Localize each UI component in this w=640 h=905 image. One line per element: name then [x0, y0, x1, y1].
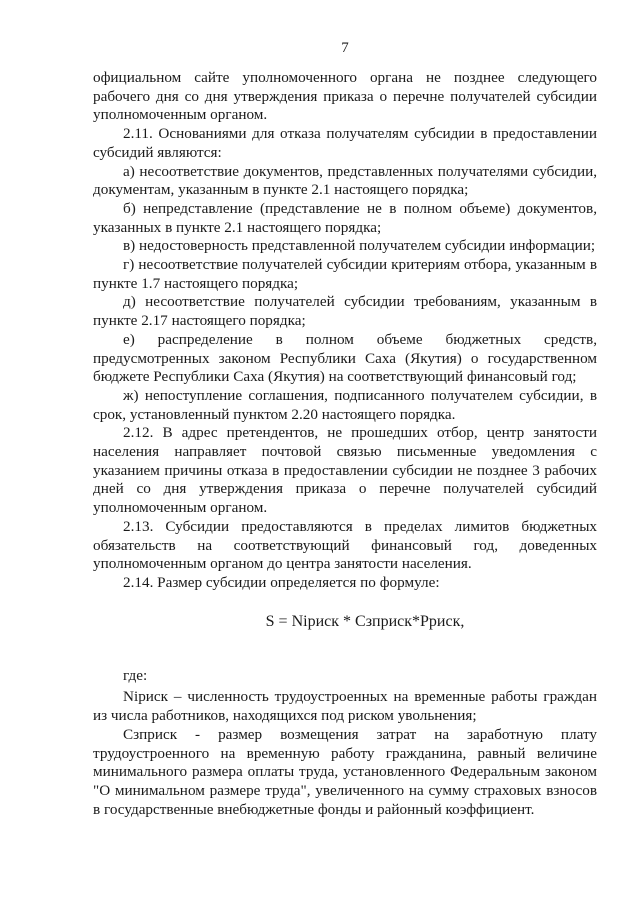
variable-definition: Nipиск – численность трудоустроенных на временные работы граждан из числа работников, находящихся под риском увольнения;	[93, 688, 597, 725]
formula: S = Nipиск * Cзприск*Pриск,	[265, 612, 465, 630]
list-item: ж) непоступление соглашения, подписанного получателем субсидии, в срок, установленный пунктом 2.20 настоящего порядка.	[93, 386, 597, 423]
body-text-bottom	[93, 688, 597, 819]
list-item: д) несоответствие получателей субсидии требованиям, указанным в пункте 2.17 настоящего порядка;	[93, 293, 597, 330]
paragraph: 2.12. В адрес претендентов, не прошедших отбор, центр занятости населения направляет почтовой связью письменные уведомления с указанием причины отказа в предоставлении субсидии не позднее 3 рабочих дней со дня утверждения приказа о перечне получателей субсидий уполномоченным органом.	[93, 424, 597, 517]
paragraph: 2.11. Основаниями для отказа получателям субсидии в предоставлении субсидий являются:	[93, 125, 597, 161]
body-text-top	[93, 69, 597, 593]
list-item: г) несоответствие получателей субсидии критериям отбора, указанным в пункте 1.7 настоящего порядка;	[93, 256, 597, 292]
page-number: 7	[341, 40, 349, 56]
variable-definition: Cзприск - размер возмещения затрат на заработную плату трудоустроенного на временную работу гражданина, равный величине минимального размера оплаты труда, установленного Федеральным законом "О минимальном размере труда", увеличенного на сумму страховых взносов в государственные внебюджетные фонды и районный коэффициент.	[93, 725, 597, 818]
list-item: а) несоответствие документов, представленных получателями субсидии, документам, указанным в пункте 2.1 настоящего порядка;	[93, 162, 597, 199]
where-label: где:	[123, 666, 148, 684]
paragraph: 2.13. Субсидии предоставляются в пределах лимитов бюджетных обязательств на соответствующий финансовый год, доведенных уполномоченным органом до центра занятости населения.	[93, 517, 597, 573]
list-item: в) недостоверность представленной получателем субсидии информации;	[123, 237, 596, 255]
list-item: б) непредставление (представление не в полном объеме) документов, указанных в пункте 2.1 настоящего порядка;	[93, 199, 597, 236]
paragraph: 2.14. Размер субсидии определяется по формуле:	[123, 573, 440, 591]
paragraph: официальном сайте уполномоченного органа не позднее следующего рабочего дня со дня утверждения приказа о перечне получателей субсидии уполномоченным органом.	[93, 69, 597, 124]
list-item: е) распределение в полном объеме бюджетных средств, предусмотренных законом Республики Саха (Якутия) о государственном бюджете Республики Саха (Якутия) на соответствующий финансовый год;	[93, 330, 597, 386]
